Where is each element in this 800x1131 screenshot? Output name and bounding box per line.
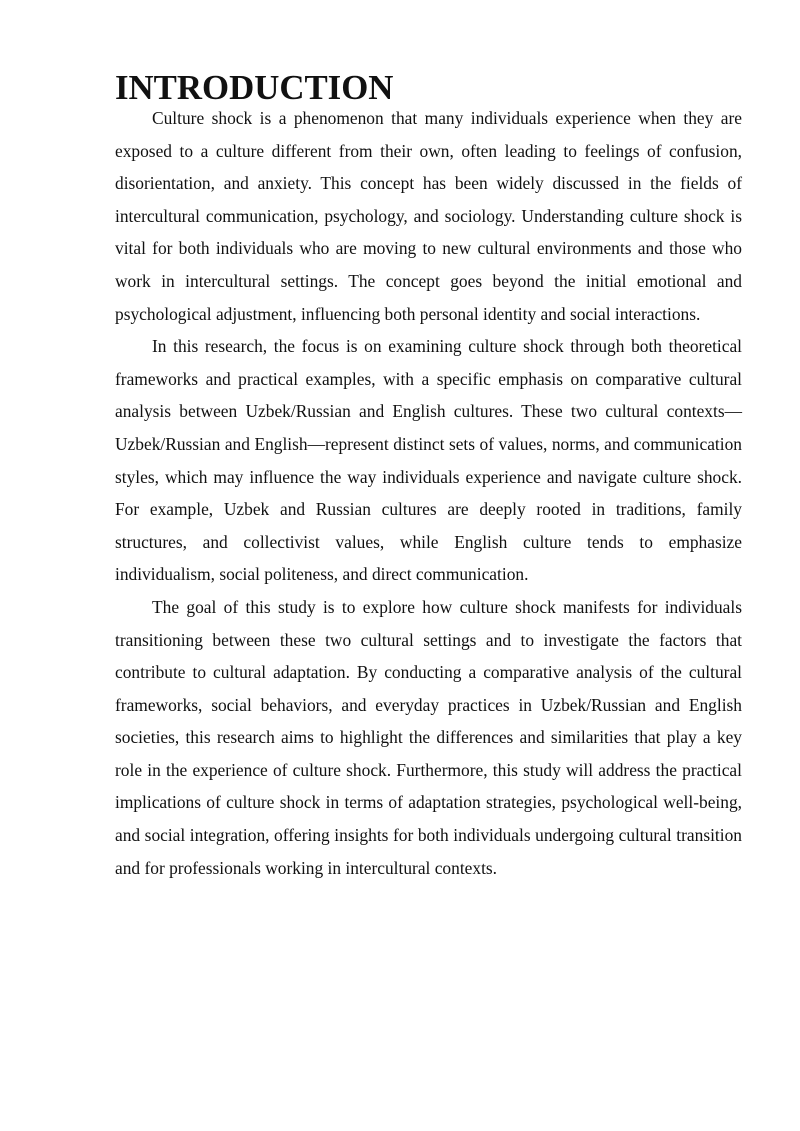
paragraph-1: Culture shock is a phenomenon that many individuals experience when they are exposed to a culture different from their own, often leading to feelings of confusion, disorientation, and anxiety. This concept has been widely discussed in the fields of intercultural communication, psychology, and sociology. Understanding culture shock is vital for both individuals who are moving to new cultural environments and those who work in intercultural settings. The concept goes beyond the initial emotional and psychological adjustment, influencing both personal identity and social interactions. xyxy=(115,108,742,324)
document-page xyxy=(115,68,742,884)
section-heading: INTRODUCTION xyxy=(115,68,394,107)
paragraph-2: In this research, the focus is on examining culture shock through both theoretical frameworks and practical examples, with a specific emphasis on comparative cultural analysis between Uzbek/Russian and English cultures. These two cultural contexts—Uzbek/Russian and English—represent distinct sets of values, norms, and communication styles, which may influence the way individuals experience and navigate culture shock. For example, Uzbek and Russian cultures are deeply rooted in traditions, family structures, and collectivist values, while English culture tends to emphasize individualism, social politeness, and direct communication. xyxy=(115,336,742,585)
paragraph-3: The goal of this study is to explore how culture shock manifests for individuals transitioning between these two cultural settings and to investigate the factors that contribute to cultural adaptation. By conducting a comparative analysis of the cultural frameworks, social behaviors, and everyday practices in Uzbek/Russian and English societies, this research aims to highlight the differences and similarities that play a key role in the experience of culture shock. Furthermore, this study will address the practical implications of culture shock in terms of adaptation strategies, psychological well-being, and social integration, offering insights for both individuals undergoing cultural transition and for professionals working in intercultural contexts. xyxy=(115,596,742,878)
